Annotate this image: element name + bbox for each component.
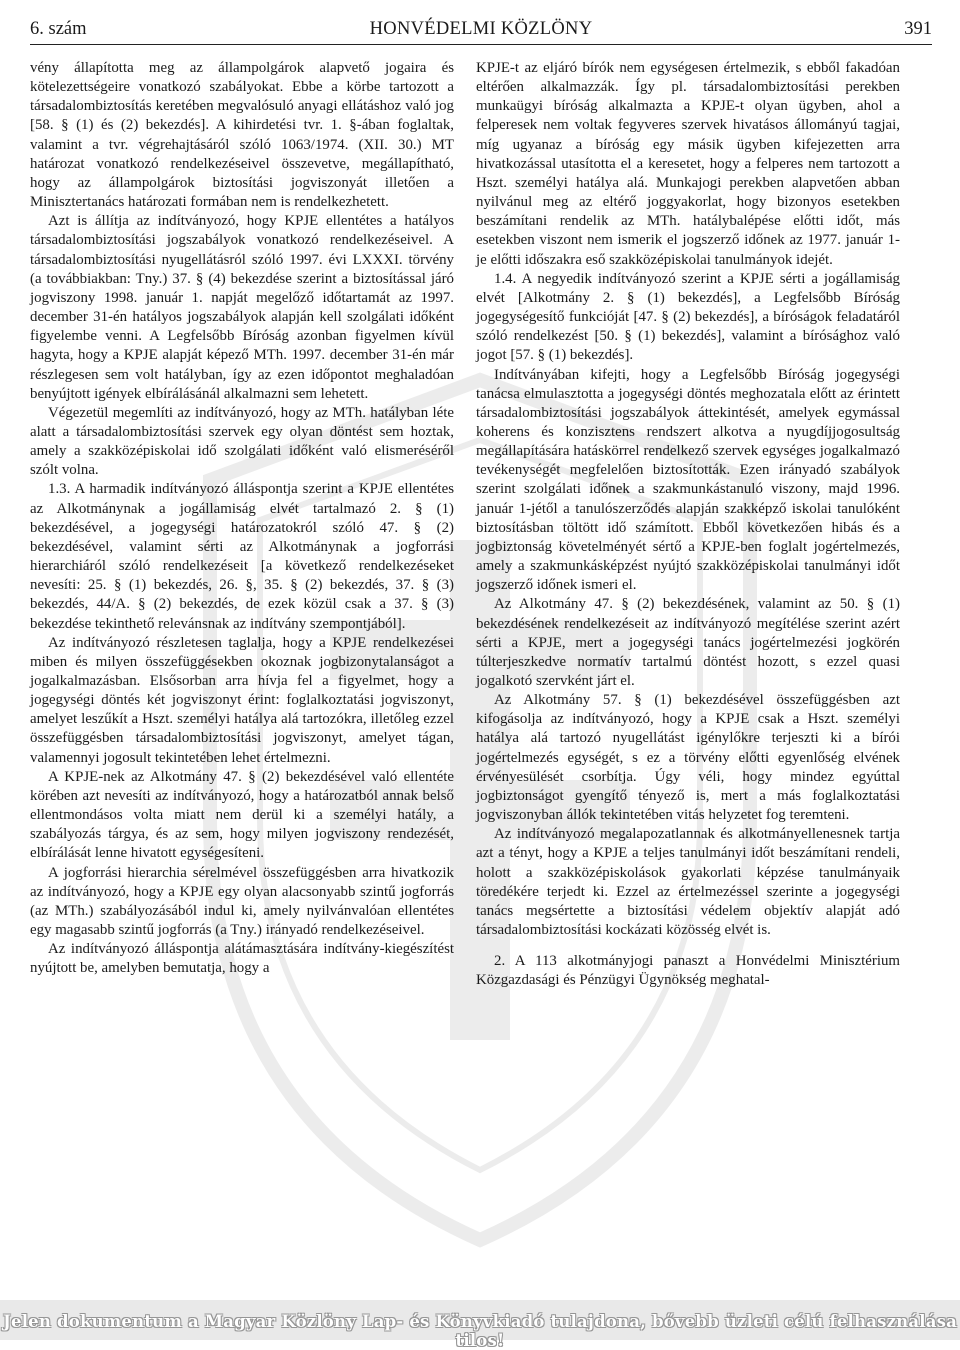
paragraph: Az indítványozó megalapozatlannak és alkotmányellenesnek tartja azt a tényt, hogy a KPJE a teljes tanulmányi időt beszámítani rendeli, holott a szakközépiskolások gyakorlati képzése tanulmányaik töredékére terjedt ki. Ezzel az értelmezéssel szerinte a jogegységi tanács megsértette a biztosítási védelem objektív alapját adó társadalombiztosítási kockázati közösség elvét is. — [476, 826, 900, 939]
copyright-footer — [0, 1300, 960, 1350]
journal-title: HONVÉDELMI KÖZLÖNY — [369, 19, 593, 39]
left-text-column — [30, 59, 454, 979]
issue-number: 6. szám — [30, 19, 87, 39]
paragraph: 1.4. A negyedik indítványozó szerint a KPJE sérti a jogállamiság elvét [Alkotmány 2. § (1) bekezdés], a Legfelsőbb Bíróság jogegységesítő funkcióját [47. § (2) bekezdés], a bíróságok feladatáról szóló rendelkezést [50. § (1) bekezdés], valamint a bírósághoz való jogot [57. § (1) bekezdés]. — [476, 270, 900, 364]
paragraph: 1.3. A harmadik indítványozó álláspontja szerint a KPJE ellentétes az Alkotmánynak a jogállamiság elvét tartalmazó 2. § (1) bekezdésével, a jogegységi határozatokról szóló 47. § (2) bekezdésével, valamint sérti az Alkotmánynak a jogforrási hierarchiáról szóló rendelkezéseit [a következő rendelkezéseket nevesíti: 25. § (1) bekezdés, 26. §, 35. § (2) bekezdés, 37. § (3) bekezdés, 44/A. § (2) bekezdés, de ezek közül csak a 37. § (3) bekezdése tekinthető relevánsnak az indítvány szempontjából]. — [30, 481, 454, 632]
running-header — [30, 14, 932, 45]
paragraph: A jogforrási hierarchia sérelmével összefüggésben arra hivatkozik az indítványozó, hogy a KPJE egy olyan alacsonyabb szintű jogforrás (az MTh.) szabályozásából indul ki, amely nyilvánvalóan ellentétes egy magasabb szintű jogforrás (a Tny.) irányadó rendelkezéseivel. — [30, 864, 454, 939]
paragraph: Indítványában kifejti, hogy a Legfelsőbb Bíróság jogegységi tanácsa elmulasztotta a jogegységi döntés meghozatala előtt az érintett társadalombiztosítási jogszabályok áttekintését, amelyek egymással koherens és konzisztens rendszert alkotva a nyugdíjjogosultság megállapítására hatáskörrel rendelkező szervek egységes jogalkalmazó tevékenységét megfelelően biztosították. Ezen irányadó szabályok szerint szolgálati időnek a szakmunkástanuló viszony, majd 1996. január 1-jétől a tanulószerződés alapján szakképző iskolai tanulóként biztosításban töltött idő számított. Ebből következően hibás és a jogbiztonság követelményét sértő a KPJE-ben foglalt jogértelmezés, amely a szakmunkásképzést nyújtó szakközépiskolai tanulmányi időt jogszerző időnek ismeri el. — [476, 366, 900, 594]
paragraph: Azt is állítja az indítványozó, hogy KPJE ellentétes a hatályos társadalombiztosítási jogszabályok vonatkozó rendelkezéseivel. A társadalombiztosítási nyugellátásról szóló 1997. évi LXXXI. törvény (a továbbiakban: Tny.) 37. § (4) bekezdése szerint a biztosítással járó jogviszony 1998. január 1. napját megelőző időtartamát az 1997. december 31-én hatályos jogszabályok alapján kell szolgálati időként figyelembe venni. A Legfelsőbb Bíróság azonban figyelmen kívül hagyta, hogy a KPJE alapját képező MTh. 1997. december 31-én már részlegesen sem volt hatályban, így az ezen időpontot meghaladóan benyújtott igények elbírálásánál alkalmazni sem lehetett. — [30, 213, 454, 402]
paragraph: 2. A 113 alkotmányjogi panaszt a Honvédelmi Minisztérium Közgazdasági és Pénzügyi Ügynökség meghatal- — [476, 953, 900, 989]
paragraph: Végezetül megemlíti az indítványozó, hogy az MTh. hatályban léte alatt a társadalombiztosítási szervek egy olyan döntést sem hoztak, amely a szakközépiskolai idő szolgálati időként való elismeréséről szólt volna. — [30, 404, 454, 479]
paragraph: vény állapította meg az állampolgárok alapvető jogaira és kötelezettségeire vonatkozó szabályokat. Ebbe a körbe tartozott a társadalombiztosítás keretében megvalósuló anyagi ellátáshoz való jog [58. § (1) és (2) bekezdés]. A kihirdetési tvr. 1. §-ában foglaltak, valamint a tvr. végrehajtásáról szóló 1063/1974. (XII. 30.) MT határozat vonatkozó rendelkezéseivel összevetve, megállapítható, hogy az állampolgárok biztosítási jogviszonyát illetően a Minisztertanács határozati formában nem is rendelkezhetett. — [30, 60, 454, 211]
paragraph: Az Alkotmány 47. § (2) bekezdésének, valamint az 50. § (1) bekezdésének rendelkezéseit az indítványozó megítélése szerint azért sérti a KPJE, mert a jogegységi tanács jogértelmezési jogkörén túlterjeszkedve normatív tartalmú döntést hozott, s ezzel quasi jogalkotó szervként járt el. — [476, 596, 900, 689]
page-number: 391 — [904, 19, 932, 39]
paragraph: KPJE-t az eljáró bírók nem egységesen értelmezik, s ebből fakadóan eltérően alkalmazzák. Így pl. társadalombiztosítási perekben munkaügyi bíróság alkalmazta a KPJE-t olyan ügyben, ahol a felperesek nem voltak fegyveres szervek hivatásos állományú tagjai, míg ugyanaz a bíróság egy másik ügyben kifejezetten arra hivatkozással utasította el a keresetet, hogy a felperes nem tartozott a Hszt. személyi hatálya alá. Munkajogi perekben alapvetően abban nyilvánul meg az eltérő joggyakorlat, hogy bizonyos esetekben beszámítani rendelik az MTh. hatálybalépése előtti időt, más esetekben viszont nem ismerik el jogszerző időnek az 1977. január 1-je előtti időszakra eső szakközépiskolai tanulmányok idejét. — [476, 60, 900, 268]
copyright-notice: Jelen dokumentum a Magyar Közlöny Lap- és Könyvkiadó tulajdona, bővebb üzleti célú felhasználása tilos! — [2, 1312, 957, 1350]
paragraph: Az Alkotmány 57. § (1) bekezdésével összefüggésben azt kifogásolja az indítványozó, hogy a KPJE csak a Hszt. személyi hatálya alá tartozó nyugellátást igénylőkre terjeszti ki a bírói jogértelmezés egységét, s ez a törvény előtti egyenlőség elvének érvényesülését csorbítja. Úgy véli, hogy mindez egyúttal jogbiztonságot gyengítő tényező is, mert a más foglalkoztatási jogviszonyban állók tekintetében vitás helyzetet fog teremteni. — [476, 692, 900, 824]
right-text-column — [476, 59, 900, 991]
paragraph: A KPJE-nek az Alkotmány 47. § (2) bekezdésével való ellentéte körében azt nevesíti az indítványozó, hogy a határozatból annak belső ellentmondásos volta miatt nem derül ki a személyi hatály, a szabályozás tárgya, és az sem, hogy milyen jogviszony rendezését, elbírálását lenne hivatott egységesíteni. — [30, 768, 454, 862]
paragraph: Az indítványozó álláspontja alátámasztására indítvány-kiegészítést nyújtott be, amelyben bemutatja, hogy a — [30, 941, 454, 977]
paragraph: Az indítványozó részletesen taglalja, hogy a KPJE rendelkezései miben és milyen összefüggésekben okoznak jogbizonytalanságot a jogalkalmazásban. Elsősorban arra hívja fel a figyelmet, hogy a jogegységi döntés két jogviszonyt érint: foglalkoztatási jogviszonyt, amelyet leszűkít a Hszt. személyi hatálya alá tartozókra, illetőleg ezzel összefüggésben társadalombiztosítási jogviszonyt, amelyet tágan, valamennyi jogosult tekintetében lehet értelmezni. — [30, 634, 454, 766]
